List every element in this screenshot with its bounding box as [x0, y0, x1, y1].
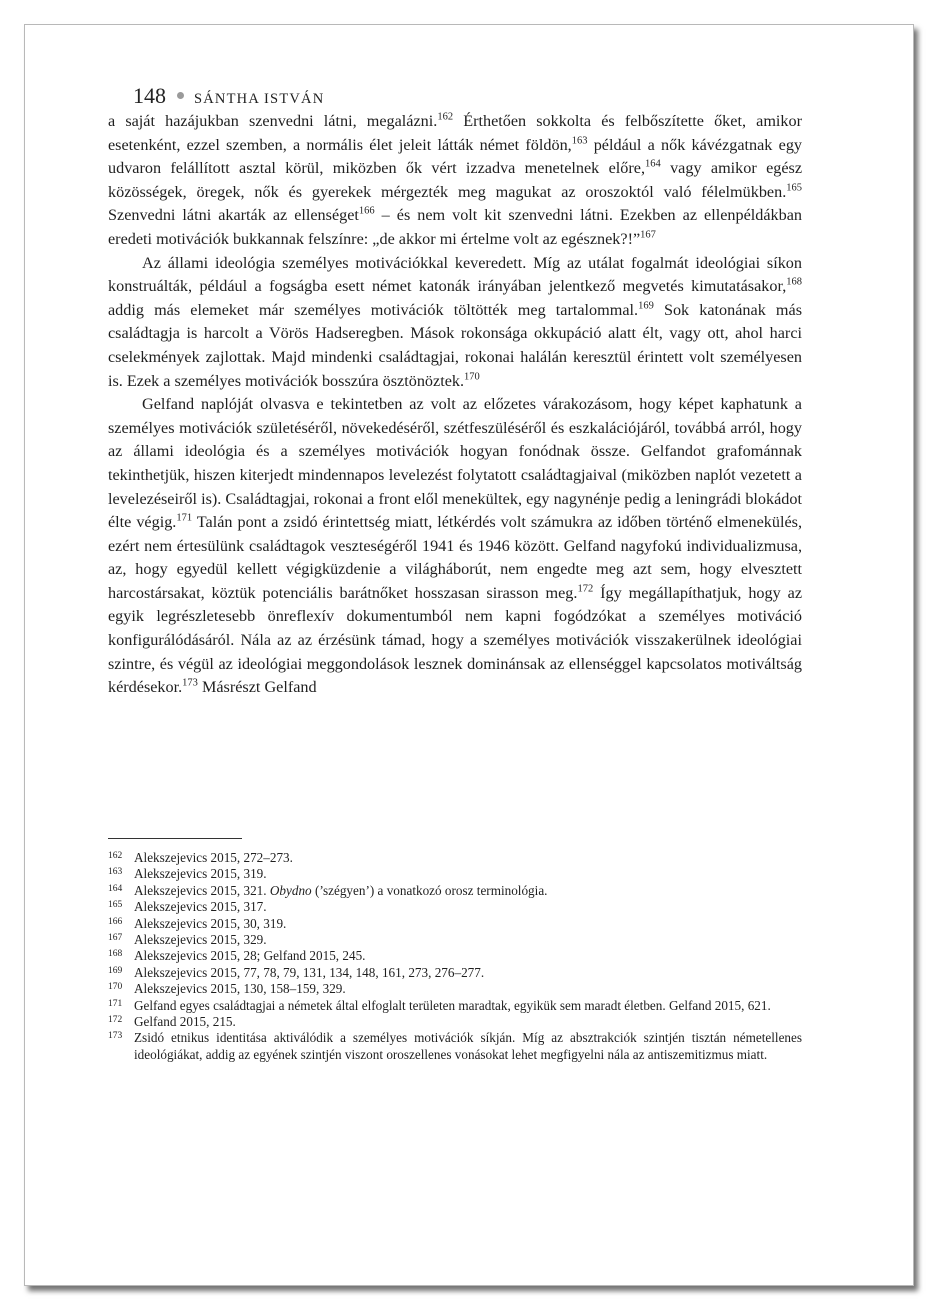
text-run: Gelfand naplóját olvasva e tekintetben az volt az előzetes várakozásom, hogy képet kaphatunk a személyes motivációk születéséről, növekedéséről, szétfeszüléséről és eszkalációjáról, továbbá arról, hogy az állami ideológia és a személyes motivációk hogyan fonódnak össze. Gelfandot grafománnak tekinthetjük, hiszen kiterjedt mindennapos levelezést folytatott családtagjaival (miközben naplót vezetett a levelezéseiről is). Családtagjai, rokonai a front elől menekültek, egy nagynénje pedig a leningrádi blokádot élte végig.	[108, 395, 802, 532]
footnote	[108, 1014, 802, 1030]
footnote-text	[134, 916, 802, 932]
footnote-number: 169	[108, 965, 123, 976]
text-run: addig más elemeket már személyes motivációk töltötték meg tartalommal.	[108, 300, 639, 319]
footnote-text	[134, 866, 802, 882]
text-run: Alekszejevics 2015, 30, 319.	[134, 915, 287, 931]
footnote-text	[134, 948, 802, 964]
main-text	[108, 110, 802, 700]
text-run: Alekszejevics 2015, 321.	[134, 882, 270, 898]
footnote-number: 162	[108, 851, 123, 861]
footnote-text	[134, 998, 802, 1014]
footnote-ref: 164	[645, 158, 661, 170]
footnote	[108, 899, 802, 915]
footnote-text	[134, 965, 802, 981]
footnote-text	[134, 899, 802, 915]
footnote	[108, 965, 802, 981]
header-bullet-icon	[177, 92, 184, 99]
footnote-number: 165	[108, 900, 123, 911]
footnote-text	[134, 850, 802, 866]
footnote	[108, 981, 802, 997]
footnote-number: 170	[108, 982, 123, 993]
footnote-number: 168	[108, 949, 123, 960]
text-run: Alekszejevics 2015, 329.	[134, 932, 267, 948]
footnote-ref: 166	[358, 205, 375, 217]
text-run: Alekszejevics 2015, 28; Gelfand 2015, 245.	[134, 948, 366, 964]
running-title: SÁNTHA ISTVÁN	[194, 91, 325, 107]
footnote-ref: 165	[786, 182, 802, 194]
footnote	[108, 1030, 802, 1063]
text-run: Az állami ideológia személyes motivációkkal keveredett. Míg az utálat fogalmát ideológiai síkon konstruálták, például a fogságba esett német katonák irányában jelentkező megvetés kimutatásakor,	[108, 253, 802, 296]
page-number: 148	[133, 83, 166, 108]
footnote	[108, 866, 802, 882]
footnote-ref: 168	[786, 276, 802, 288]
text-run: Alekszejevics 2015, 77, 78, 79, 131, 134, 148, 161, 273, 276–277.	[134, 964, 485, 980]
footnotes	[108, 850, 802, 1063]
footnote-ref: 169	[638, 300, 654, 312]
text-run: Érthetően sokkolta és felbőszítette őket, amikor esetenként, ezzel szemben, a normális élet jeleit látták német földön,	[108, 112, 802, 154]
footnote-number: 173	[108, 1031, 123, 1042]
footnote	[108, 883, 802, 899]
text-run: a saját hazájukban szenvedni látni, megalázni.	[108, 112, 438, 130]
footnote	[108, 932, 802, 948]
text-run: Gelfand egyes családtagjai a németek által elfoglalt területen maradtak, egyikük sem maradt életben. Gelfand 2015, 621.	[134, 997, 771, 1013]
text-run: Így megállapíthatjuk, hogy az egyik legrészletesebb önreflexív dokumentumból nem kapni fogódzókat a személyes motiváció konfigurálódásáról. Nála az az érzésünk támad, hogy a személyes motivációk visszakerülnek ideológiai szintre, és végül az ideológiai meggondolások lesznek dominánsak az ellenséggel kapcsolatos motiváltság kérdésekor.	[108, 583, 803, 697]
paragraph	[108, 252, 802, 394]
footnote	[108, 998, 802, 1014]
text-run: Zsidó etnikus identitása aktiválódik a személyes motivációk síkján. Míg az absztrakciók szintjén tisztán németellenes ideológiákat, addig az egyének szintjén viszont oroszellenes vonásokat lehet megfigyelni nála az antiszemitizmus miatt.	[134, 1030, 802, 1062]
footnote-text	[134, 1014, 802, 1030]
footnote-number: 172	[108, 1015, 123, 1026]
footnote-ref: 173	[182, 677, 198, 689]
paragraph	[108, 110, 802, 252]
text-run: Másrészt Gelfand	[197, 678, 317, 697]
footnote-ref: 162	[437, 111, 454, 123]
footnote-number: 166	[108, 916, 123, 927]
text-run: Szenvedni látni akarták az ellenséget	[108, 206, 359, 225]
text-run: Alekszejevics 2015, 272–273.	[134, 850, 293, 865]
page-header	[133, 83, 324, 113]
footnote	[108, 916, 802, 932]
footnote-text	[134, 981, 802, 997]
footnote-number: 171	[108, 998, 123, 1009]
footnote-number: 167	[108, 933, 123, 944]
footnote-ref: 172	[577, 583, 594, 595]
text-run: (’szégyen’) a vonatkozó orosz terminológia.	[311, 882, 548, 898]
paragraph	[108, 393, 802, 700]
footnote-text	[134, 932, 802, 948]
footnote-ref: 167	[640, 229, 656, 241]
footnote	[108, 948, 802, 964]
text-run: Talán pont a zsidó érintettség miatt, létkérdés volt számukra az időben történő elmenekülés, ezért nem értesülünk családtagok veszteségéről 1941 és 1946 között. Gelfand nagyfokú individualizmusa, az, hogy egyedül kellett végigküzdenie a világháborút, nem engedte meg azt sem, hogy elvesztett harcostársakat, köztük potenciális barátnőket hosszasan sirasson meg.	[108, 513, 802, 602]
text-run: Alekszejevics 2015, 319.	[134, 866, 267, 882]
footnote-text	[134, 883, 802, 899]
italic-term: Obydno	[269, 882, 312, 898]
footnote-rule	[108, 838, 242, 839]
text-run: vagy amikor egész közösségek, öregek, nők és gyerekek mérgezték meg magukat az oroszoktól való félelmükben.	[108, 159, 803, 201]
footnote-number: 163	[108, 867, 123, 878]
text-run: Gelfand 2015, 215.	[134, 1014, 236, 1030]
footnote-ref: 170	[464, 371, 480, 383]
text-run: Alekszejevics 2015, 317.	[134, 899, 267, 915]
footnote-ref: 171	[176, 512, 193, 524]
footnote	[108, 850, 802, 866]
text-run: Alekszejevics 2015, 130, 158–159, 329.	[134, 981, 346, 997]
footnote-text	[134, 1030, 802, 1063]
text-run: – és nem volt kit szenvedni látni. Ezekben az ellenpéldákban eredeti motivációk bukkannak felszínre: „de akkor mi értelme volt az egésznek?!”	[108, 206, 802, 248]
footnote-number: 164	[108, 883, 123, 894]
text-run: Sok katonának más családtagja is harcolt a Vörös Hadseregben. Mások rokonsága okkupáció alatt élt, vagy ott, ahol harci cselekmények zajlottak. Majd mindenki családtagjai, rokonai halálán keresztül érintett volt személyesen is. Ezek a személyes motivációk bosszúra ösztönöztek.	[108, 300, 802, 390]
footnote-ref: 163	[571, 135, 588, 147]
text-run: például a nők kávézgatnak egy udvaron felállított asztal körül, miközben ők vért izzadva menetelnek előre,	[108, 135, 803, 178]
